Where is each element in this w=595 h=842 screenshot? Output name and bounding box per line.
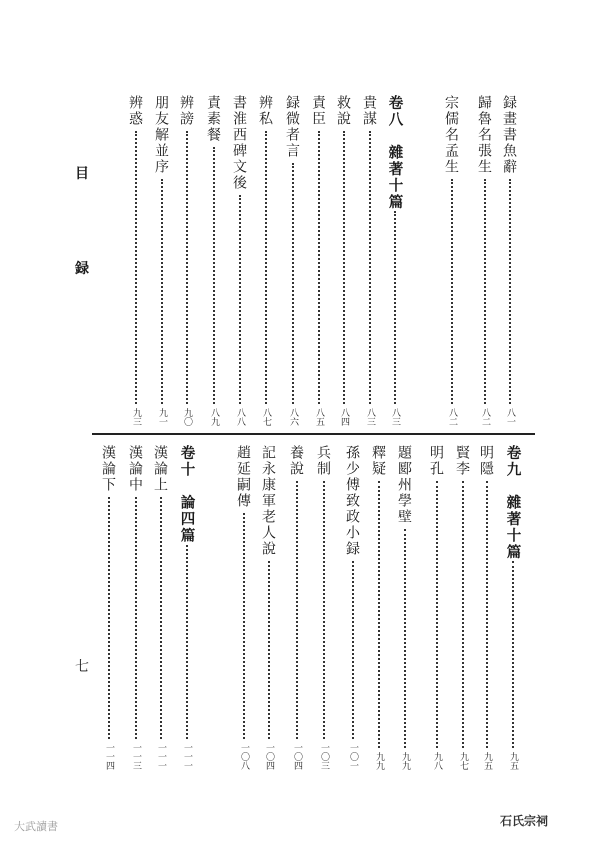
toc-entry-page: 九〇 <box>182 408 192 426</box>
toc-entry-page: 一一三 <box>131 743 141 770</box>
leader-dots <box>369 131 371 404</box>
leader-dots <box>462 481 464 748</box>
toc-entry-page: 八五 <box>314 408 324 426</box>
toc-entry-title: 貴謀 <box>361 95 377 127</box>
toc-entry-page: 九三 <box>131 408 141 426</box>
toc-entry-title: 趙延嗣傳 <box>235 445 251 509</box>
toc-entry-title: 題郾州學壁 <box>396 445 412 525</box>
toc-entry-page: 八六 <box>288 408 298 426</box>
toc-entry-title: 責素餐 <box>205 95 221 143</box>
toc-entry-title: 救說 <box>335 95 351 127</box>
toc-entry-title: 責臣 <box>310 95 326 127</box>
leader-dots <box>404 529 406 748</box>
toc-entry-page: 一〇四 <box>264 743 274 770</box>
toc-entry-page: 九八 <box>432 752 442 770</box>
section-divider <box>92 433 535 435</box>
toc-entry-page: 一〇四 <box>292 743 302 770</box>
leader-dots <box>509 179 511 404</box>
leader-dots <box>108 497 110 739</box>
toc-entry-page: 九五 <box>482 752 492 770</box>
toc-entry-page: 一〇八 <box>239 743 249 770</box>
leader-dots <box>484 179 486 404</box>
leader-dots <box>135 497 137 739</box>
leader-dots <box>451 179 453 404</box>
toc-entry-page: 八一 <box>505 408 515 426</box>
toc-entry-title: 賢李 <box>454 445 470 477</box>
volume-heading: 卷八 雜著十篇 <box>386 95 404 211</box>
toc-entry-page: 八四 <box>339 408 349 426</box>
toc-entry-title: 辨私 <box>257 95 273 127</box>
toc-entry-title: 漢論中 <box>127 445 143 493</box>
side-title-lu: 録 <box>75 261 89 277</box>
leader-dots <box>243 513 245 739</box>
page-number: 七 <box>75 659 89 675</box>
toc-entry-title: 孫少傅致政小録 <box>344 445 360 557</box>
leader-dots <box>296 481 298 739</box>
leader-dots <box>436 481 438 748</box>
toc-entry-page: 一一一 <box>156 743 166 770</box>
leader-dots <box>186 545 188 739</box>
toc-entry-title: 書淮西碑文後 <box>231 95 247 191</box>
toc-entry-title: 兵制 <box>315 445 331 477</box>
toc-entry-title: 辨惑 <box>127 95 143 127</box>
toc-entry-title: 録畫書魚辭 <box>501 95 517 175</box>
toc-entry-page: 九五 <box>508 752 518 770</box>
toc-entry-page: 八八 <box>235 408 245 426</box>
toc-entry-page: 一〇一 <box>348 743 358 770</box>
volume-heading: 卷十 論四篇 <box>178 445 196 544</box>
toc-entry-title: 記永康軍老人說 <box>260 445 276 557</box>
toc-entry-title: 朋友解並序 <box>153 95 169 175</box>
toc-entry-title: 録微者言 <box>284 95 300 159</box>
toc-entry-title: 漢論下 <box>100 445 116 493</box>
leader-dots <box>135 131 137 404</box>
leader-dots <box>239 195 241 404</box>
watermark-text: 大武讀書 <box>14 820 58 833</box>
toc-entry-title: 辨謗 <box>178 95 194 127</box>
toc-entry-page: 一一一 <box>182 743 192 770</box>
toc-entry-page: 八三 <box>365 408 375 426</box>
toc-entry-title: 明隱 <box>478 445 494 477</box>
toc-entry-title: 宗儒名孟生 <box>443 95 459 175</box>
leader-dots <box>213 147 215 404</box>
toc-entry-page: 八二 <box>480 408 490 426</box>
leader-dots <box>352 561 354 739</box>
toc-entry-title: 漢論上 <box>152 445 168 493</box>
toc-entry-page: 九九 <box>374 752 384 770</box>
toc-entry-title: 釋疑 <box>370 445 386 477</box>
leader-dots <box>394 211 396 404</box>
toc-entry-page: 八二 <box>447 408 457 426</box>
leader-dots <box>512 561 514 748</box>
leader-dots <box>486 481 488 748</box>
volume-heading: 卷九 雜著十篇 <box>504 445 522 561</box>
toc-entry-page: 八三 <box>390 408 400 426</box>
leader-dots <box>323 481 325 739</box>
toc-entry-title: 歸魯名張生 <box>476 95 492 175</box>
brand-label: 石氏宗祠 <box>500 814 549 828</box>
toc-entry-page: 一〇三 <box>319 743 329 770</box>
toc-entry-page: 九七 <box>458 752 468 770</box>
toc-entry-page: 八七 <box>261 408 271 426</box>
leader-dots <box>160 497 162 739</box>
toc-entry-page: 九九 <box>400 752 410 770</box>
leader-dots <box>268 561 270 739</box>
leader-dots <box>378 481 380 748</box>
leader-dots <box>343 131 345 404</box>
toc-entry-page: 九一 <box>157 408 167 426</box>
leader-dots <box>318 131 320 404</box>
toc-entry-title: 養說 <box>288 445 304 477</box>
leader-dots <box>265 131 267 404</box>
toc-entry-page: 一一四 <box>104 743 114 770</box>
toc-entry-title: 明孔 <box>428 445 444 477</box>
leader-dots <box>186 131 188 404</box>
side-title-mu: 目 <box>75 166 89 182</box>
toc-entry-page: 八九 <box>209 408 219 426</box>
leader-dots <box>161 179 163 404</box>
leader-dots <box>292 163 294 404</box>
